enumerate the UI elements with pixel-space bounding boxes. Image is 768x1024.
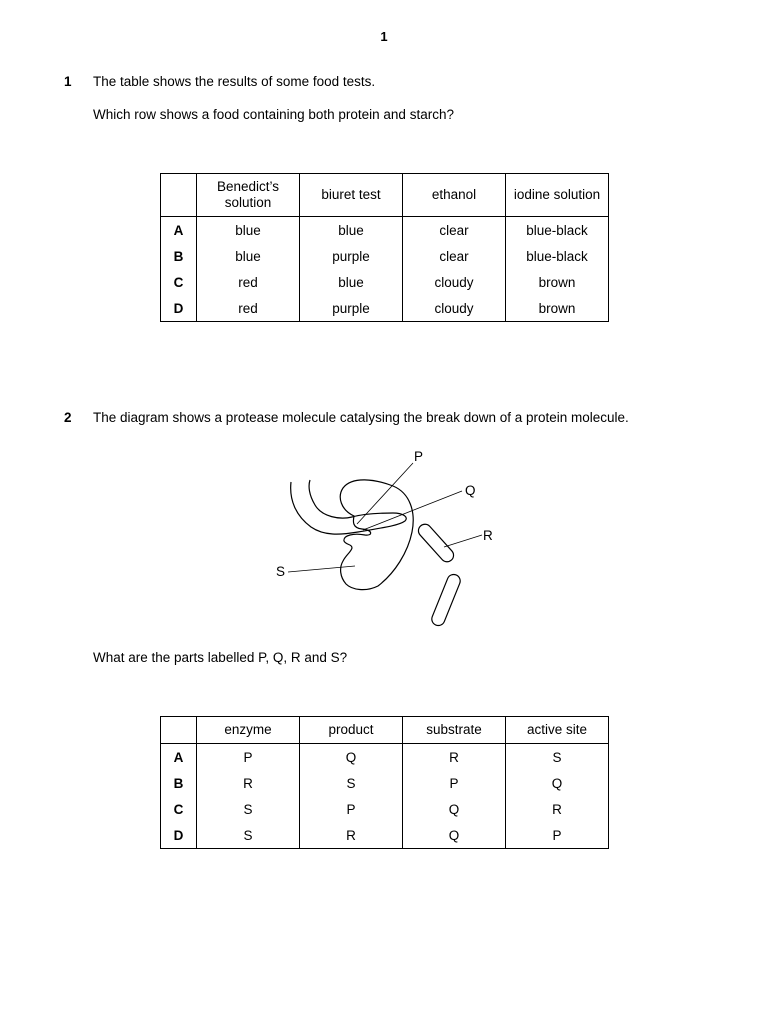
table-cell: S — [300, 770, 403, 796]
option-letter: D — [161, 822, 197, 849]
table-cell: S — [506, 744, 609, 771]
table-cell: P — [300, 796, 403, 822]
table-cell: P — [403, 770, 506, 796]
question-1-stem: The table shows the results of some food tests. — [93, 74, 376, 89]
protein-substrate-shape — [291, 480, 407, 534]
table-cell: R — [300, 822, 403, 849]
table-cell: Q — [506, 770, 609, 796]
question-1-options-table — [160, 173, 609, 322]
table-cell: blue — [197, 243, 300, 269]
table-cell: brown — [506, 295, 609, 322]
product-fragment-lower — [430, 573, 462, 628]
table-cell: purple — [300, 295, 403, 322]
enzyme-shape — [340, 480, 413, 590]
table-cell: clear — [403, 243, 506, 269]
product-fragment-upper — [416, 522, 456, 565]
option-row-d[interactable] — [161, 295, 609, 322]
header-iodine: iodine solution — [506, 174, 609, 217]
table-cell: blue — [300, 269, 403, 295]
option-letter: A — [161, 217, 197, 244]
table-cell: Q — [403, 822, 506, 849]
label-s: S — [276, 564, 286, 579]
table-cell: blue — [300, 217, 403, 244]
table-cell: R — [506, 796, 609, 822]
option-letter: A — [161, 744, 197, 771]
table-cell: P — [506, 822, 609, 849]
header-product: product — [300, 717, 403, 744]
page-number: 1 — [380, 29, 388, 44]
option-row-c[interactable] — [161, 796, 609, 822]
label-q: Q — [465, 483, 476, 498]
label-line-r — [444, 535, 482, 547]
label-p: P — [414, 449, 424, 464]
label-r: R — [483, 528, 493, 543]
option-row-a[interactable] — [161, 217, 609, 244]
header-enzyme: enzyme — [197, 717, 300, 744]
header-empty-cell — [161, 174, 197, 217]
option-letter: C — [161, 269, 197, 295]
table-cell: R — [403, 744, 506, 771]
header-biuret: biuret test — [300, 174, 403, 217]
table-cell: purple — [300, 243, 403, 269]
table-cell: blue — [197, 217, 300, 244]
option-row-d[interactable] — [161, 822, 609, 849]
table-cell: R — [197, 770, 300, 796]
question-2-prompt: What are the parts labelled P, Q, R and S? — [93, 650, 348, 665]
question-2-stem: The diagram shows a protease molecule catalysing the break down of a protein molecule. — [93, 410, 629, 425]
question-1-prompt: Which row shows a food containing both protein and starch? — [93, 107, 454, 122]
table-cell: clear — [403, 217, 506, 244]
header-ethanol: ethanol — [403, 174, 506, 217]
table-cell: Q — [300, 744, 403, 771]
table-cell: cloudy — [403, 269, 506, 295]
header-benedicts: Benedict’s solution — [197, 174, 300, 217]
option-row-c[interactable] — [161, 269, 609, 295]
option-letter: C — [161, 796, 197, 822]
table-cell: Q — [403, 796, 506, 822]
table-cell: brown — [506, 269, 609, 295]
question-2-options-table — [160, 716, 609, 849]
protease-diagram — [260, 445, 520, 635]
option-letter: D — [161, 295, 197, 322]
option-row-b[interactable] — [161, 243, 609, 269]
header-active-site: active site — [506, 717, 609, 744]
table-cell: blue-black — [506, 243, 609, 269]
question-1-number: 1 — [64, 74, 72, 89]
option-row-b[interactable] — [161, 770, 609, 796]
table-cell: cloudy — [403, 295, 506, 322]
table-cell: S — [197, 796, 300, 822]
question-2-number: 2 — [64, 410, 72, 425]
header-substrate: substrate — [403, 717, 506, 744]
table-cell: S — [197, 822, 300, 849]
option-row-a[interactable] — [161, 744, 609, 771]
header-empty-cell — [161, 717, 197, 744]
table-cell: blue-black — [506, 217, 609, 244]
table-cell: P — [197, 744, 300, 771]
option-letter: B — [161, 770, 197, 796]
label-line-s — [288, 566, 355, 572]
table-cell: red — [197, 295, 300, 322]
table-cell: red — [197, 269, 300, 295]
option-letter: B — [161, 243, 197, 269]
